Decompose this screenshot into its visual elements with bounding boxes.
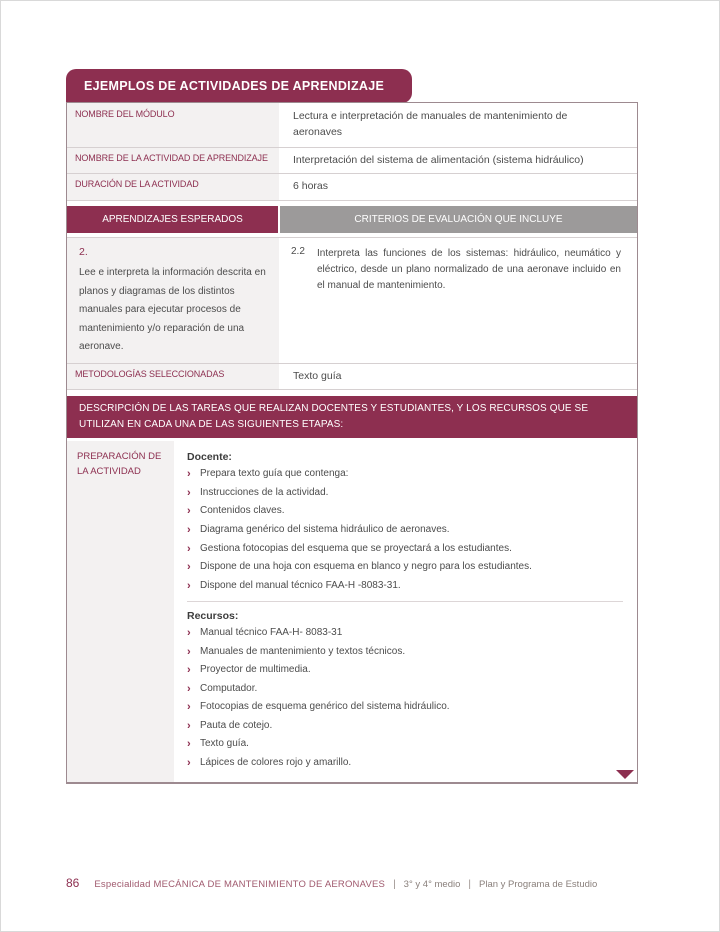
list-item (187, 757, 623, 769)
table-row-activity-name (67, 148, 637, 175)
table-row-methodology (67, 364, 637, 391)
bullet-icon: › (187, 664, 191, 677)
list-item-text: Lápices de colores rojo y amarillo. (200, 757, 352, 769)
list-item-text: Dispone del manual técnico FAA-H -8083-31. (200, 579, 401, 591)
expected-learning-header: APRENDIZAJES ESPERADOS (67, 206, 278, 233)
list-item (187, 664, 623, 676)
duration-value: 6 horas (279, 174, 637, 200)
bullet-icon: › (187, 524, 191, 537)
section-title: EJEMPLOS DE ACTIVIDADES DE APRENDIZAJE (84, 79, 385, 93)
bullet-icon: › (187, 626, 191, 639)
list-item-text: Contenidos claves. (200, 505, 285, 517)
expected-learning-number: 2. (79, 246, 88, 258)
footer-separator: | (393, 879, 396, 890)
module-value: Lectura e interpretación de manuales de mantenimiento de aeronaves (279, 103, 637, 147)
page-footer (66, 876, 679, 890)
bullet-icon: › (187, 719, 191, 732)
list-item-text: Fotocopias de esquema genérico del sistema hidráulico. (200, 701, 450, 713)
table-row-duration (67, 174, 637, 201)
criteria-content-row (67, 238, 637, 364)
list-item-text: Dispone de una hoja con esquema en blanco y negro para los estudiantes. (200, 561, 532, 573)
footer-grade: 3° y 4° medio (403, 879, 461, 890)
list-item (187, 720, 623, 732)
bullet-icon: › (187, 468, 191, 481)
section-divider (187, 601, 623, 602)
expected-learning-text: Lee e interpreta la información descrita en planos y diagramas de los distintos manuales para ejecutar procesos de mantenimiento y/o reparación de una aeronave. (79, 267, 266, 352)
docente-list (187, 468, 623, 592)
recursos-heading: Recursos: (187, 609, 239, 622)
list-item-text: Manual técnico FAA-H- 8083-31 (200, 626, 343, 638)
evaluation-criteria-text: Interpreta las funciones de los sistemas: hidráulico, neumático y eléctrico, desde un plano normalizado de una aeronave incluido en el manual de mantenimiento. (317, 248, 621, 291)
list-item-text: Prepara texto guía que contenga: (200, 468, 349, 480)
module-label: NOMBRE DEL MÓDULO (67, 103, 279, 147)
bullet-icon: › (187, 701, 191, 714)
list-item (187, 505, 623, 517)
methodology-label: METODOLOGÍAS SELECCIONADAS (67, 364, 279, 390)
table-row-module (67, 103, 637, 148)
list-item (187, 683, 623, 695)
preparation-row (67, 438, 637, 781)
expected-learning-cell (67, 238, 279, 363)
bullet-icon: › (187, 645, 191, 658)
list-item (187, 646, 623, 658)
list-item (187, 468, 623, 480)
footer-separator: | (468, 879, 471, 890)
activity-table (66, 102, 638, 784)
list-item-text: Proyector de multimedia. (200, 664, 311, 676)
evaluation-criteria-header: CRITERIOS DE EVALUACIÓN QUE INCLUYE (280, 206, 637, 233)
list-item (187, 701, 623, 713)
list-item (187, 561, 623, 573)
list-item-text: Diagrama genérico del sistema hidráulico de aeronaves. (200, 524, 450, 536)
list-item-text: Instrucciones de la actividad. (200, 486, 329, 498)
list-item (187, 487, 623, 499)
bullet-icon: › (187, 542, 191, 555)
evaluation-criteria-number: 2.2 (291, 246, 305, 257)
list-item-text: Manuales de mantenimiento y textos técnicos. (200, 645, 406, 657)
duration-label: DURACIÓN DE LA ACTIVIDAD (67, 174, 279, 200)
bullet-icon: › (187, 738, 191, 751)
list-item (187, 524, 623, 536)
bullet-icon: › (187, 682, 191, 695)
page-number: 86 (66, 876, 80, 890)
list-item-text: Texto guía. (200, 738, 249, 750)
list-item-text: Pauta de cotejo. (200, 719, 273, 731)
methodology-value: Texto guía (279, 364, 637, 390)
bullet-icon: › (187, 757, 191, 770)
list-item-text: Gestiona fotocopias del esquema que se proyectará a los estudiantes. (200, 542, 512, 554)
list-item (187, 580, 623, 592)
criteria-header-row (67, 201, 637, 238)
section-title-badge (66, 69, 412, 103)
evaluation-criteria-cell (279, 238, 637, 363)
bullet-icon: › (187, 486, 191, 499)
bullet-icon: › (187, 579, 191, 592)
activity-name-label: NOMBRE DE LA ACTIVIDAD DE APRENDIZAJE (67, 148, 279, 174)
bullet-icon: › (187, 561, 191, 574)
preparation-content (174, 441, 637, 781)
list-item-text: Computador. (200, 682, 258, 694)
list-item (187, 543, 623, 555)
bullet-icon: › (187, 505, 191, 518)
description-bar: DESCRIPCIÓN DE LAS TAREAS QUE REALIZAN DOCENTES Y ESTUDIANTES, Y LOS RECURSOS QUE SE UTILIZAN EN CADA UNA DE LAS SIGUIENTES ETAPAS: (67, 396, 637, 438)
preparation-label: PREPARACIÓN DE LA ACTIVIDAD (67, 441, 174, 781)
recursos-list (187, 627, 623, 769)
footer-specialty: Especialidad MECÁNICA DE MANTENIMIENTO DE AERONAVES (94, 879, 386, 890)
list-item (187, 627, 623, 639)
footer-program: Plan y Programa de Estudio (479, 879, 598, 890)
page-continues-triangle-icon (616, 770, 634, 779)
docente-heading: Docente: (187, 451, 232, 464)
list-item (187, 738, 623, 750)
activity-name-value: Interpretación del sistema de alimentación (sistema hidráulico) (279, 148, 637, 174)
